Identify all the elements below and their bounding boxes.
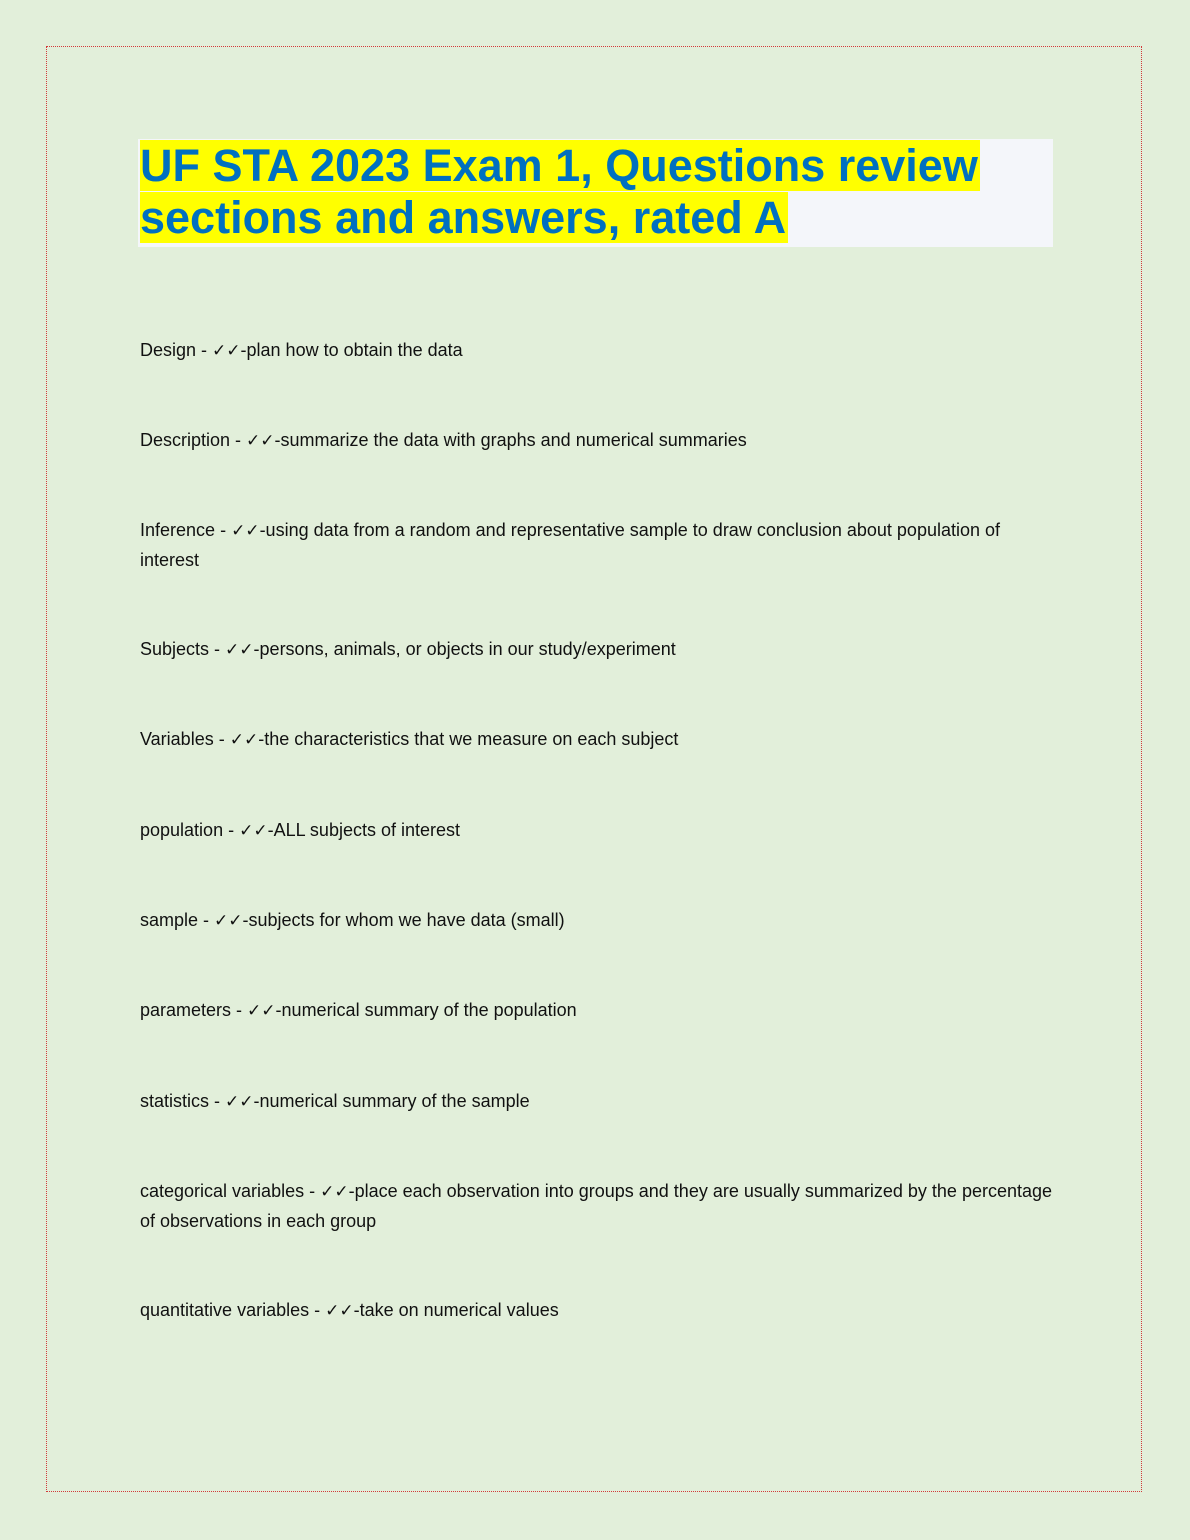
- entry-definition: -numerical summary of the population: [275, 1000, 577, 1020]
- entry-term: Description: [140, 430, 231, 450]
- entry-variables: [140, 725, 1060, 755]
- entry-term: Variables: [140, 729, 214, 749]
- entry-population: [140, 816, 1060, 846]
- double-check-icon: ✓✓: [247, 1001, 276, 1021]
- entry-separator: -: [215, 520, 232, 540]
- double-check-icon: ✓✓: [212, 341, 241, 361]
- title-line-1: UF STA 2023 Exam 1, Questions review: [140, 140, 978, 191]
- double-check-icon: ✓✓: [246, 431, 275, 451]
- double-check-icon: ✓✓: [325, 1301, 354, 1321]
- double-check-icon: ✓✓: [225, 640, 254, 660]
- entry-design: [140, 336, 1060, 366]
- double-check-icon: ✓✓: [229, 730, 259, 750]
- entry-sample: [140, 906, 1060, 936]
- entry-separator: -: [196, 340, 213, 360]
- entry-separator: -: [304, 1181, 321, 1201]
- double-check-icon: ✓✓: [320, 1182, 349, 1202]
- entry-separator: -: [231, 1000, 248, 1020]
- double-check-icon: ✓✓: [239, 821, 268, 841]
- document-title: [140, 140, 1040, 244]
- double-check-icon: ✓✓: [231, 521, 260, 541]
- entry-term: Design: [140, 340, 197, 360]
- entry-separator: -: [209, 639, 226, 659]
- entry-definition: -summarize the data with graphs and numerical summaries: [274, 430, 747, 450]
- entry-definition: -using data from a random and representative sample to draw conclusion about population of interest: [140, 520, 1001, 570]
- title-line-2: sections and answers, rated A: [140, 192, 787, 243]
- entry-statistics: [140, 1087, 1060, 1117]
- entry-description: [140, 426, 1060, 456]
- entry-definition: -plan how to obtain the data: [240, 340, 463, 360]
- page-border: [46, 46, 1142, 1492]
- entry-term: Inference: [140, 520, 216, 540]
- entry-subjects: [140, 635, 1060, 665]
- entry-definition: -persons, animals, or objects in our study/experiment: [253, 639, 676, 659]
- entry-term: quantitative variables: [140, 1300, 310, 1320]
- entry-parameters: [140, 996, 1060, 1026]
- entry-separator: -: [209, 1091, 226, 1111]
- entry-term: categorical variables: [140, 1181, 305, 1201]
- entry-term: sample: [140, 910, 199, 930]
- double-check-icon: ✓✓: [214, 911, 243, 931]
- entry-separator: -: [213, 729, 230, 749]
- entry-categorical-variables: [140, 1177, 1060, 1236]
- entry-term: Subjects: [140, 639, 210, 659]
- entry-definition: -subjects for whom we have data (small): [242, 910, 565, 930]
- entry-separator: -: [223, 820, 240, 840]
- entry-term: statistics: [140, 1091, 210, 1111]
- entry-definition: -take on numerical values: [353, 1300, 559, 1320]
- entry-definition: -numerical summary of the sample: [253, 1091, 530, 1111]
- entry-separator: -: [309, 1300, 326, 1320]
- entry-separator: -: [230, 430, 247, 450]
- entry-term: population: [140, 820, 224, 840]
- double-check-icon: ✓✓: [225, 1092, 254, 1112]
- entry-term: parameters: [140, 1000, 232, 1020]
- entry-definition: -the characteristics that we measure on each subject: [258, 729, 679, 749]
- entry-definition: -ALL subjects of interest: [267, 820, 461, 840]
- entry-quantitative-variables: [140, 1296, 1060, 1326]
- entry-inference: [140, 516, 1060, 575]
- entry-separator: -: [198, 910, 215, 930]
- entry-definition: -place each observation into groups and they are usually summarized by the percentage of observations in each group: [140, 1181, 1053, 1231]
